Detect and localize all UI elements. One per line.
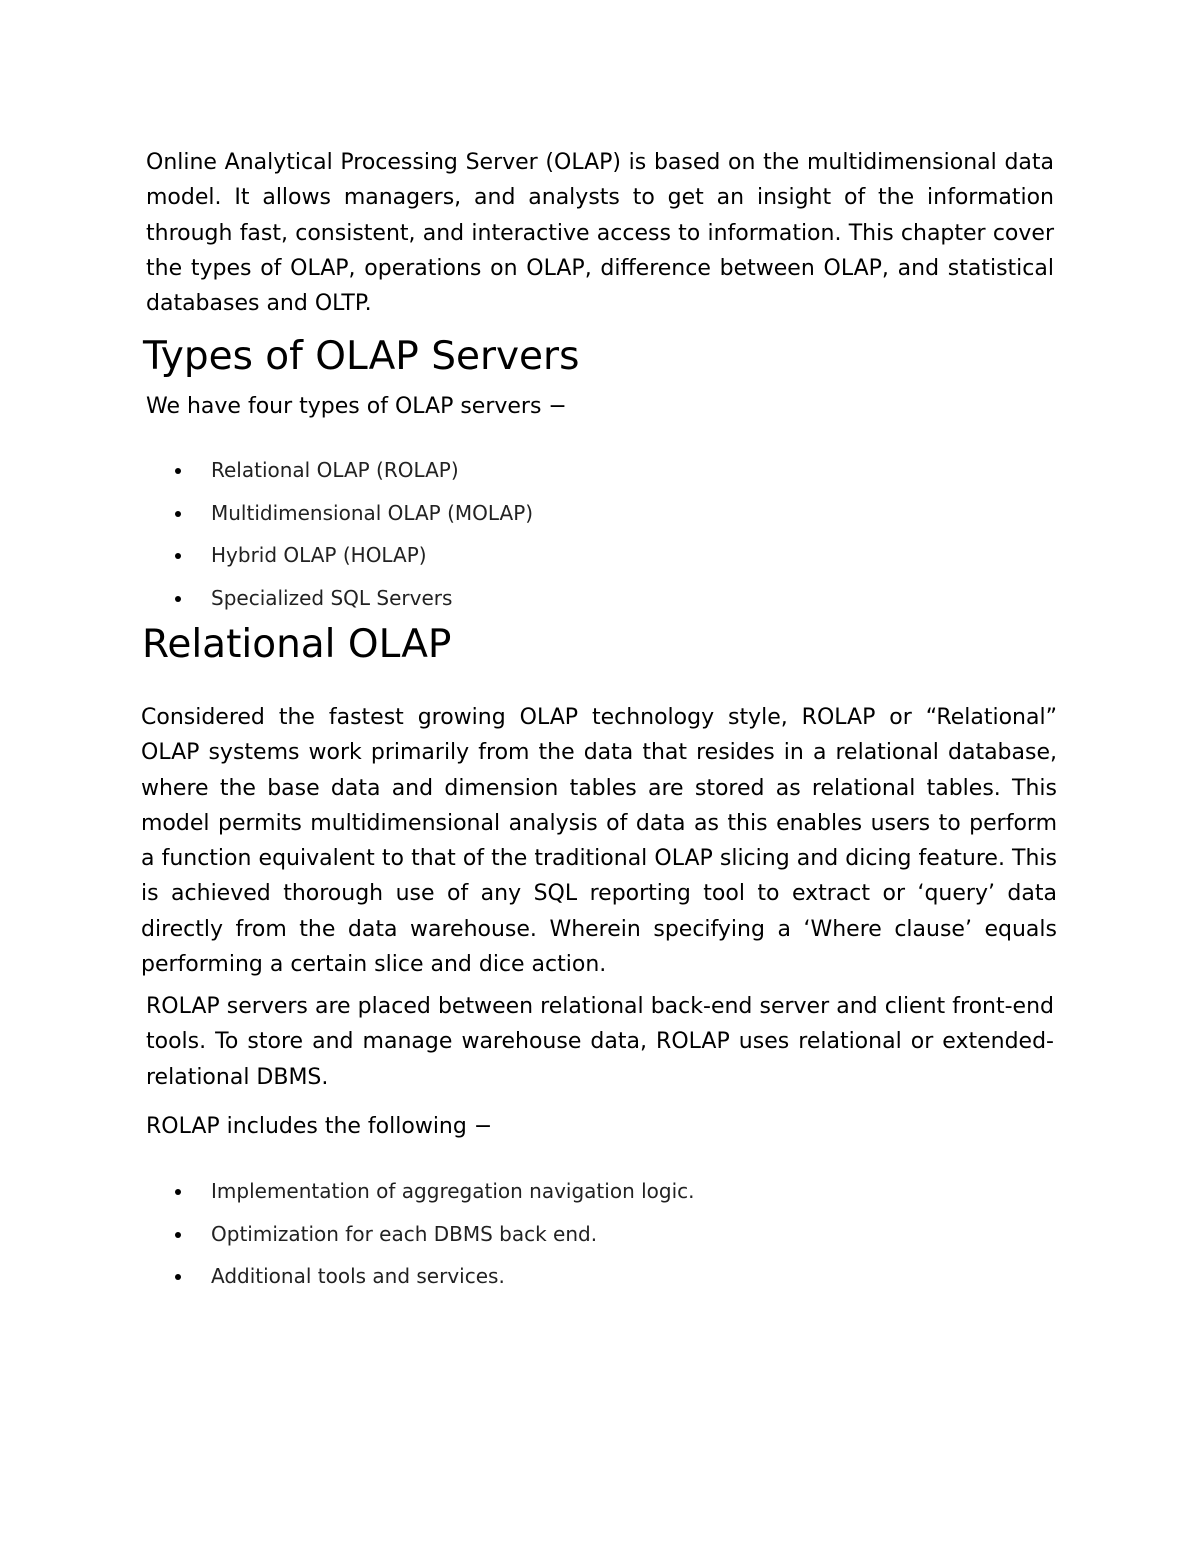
- list-item-text: Implementation of aggregation navigation logic.: [211, 1179, 695, 1203]
- bullet-icon: [175, 1189, 181, 1195]
- rolap-servers-paragraph: ROLAP servers are placed between relational back-end server and client front-end tools. To store and manage warehouse data, ROLAP uses relational or extended-relational DBMS.: [146, 994, 1054, 1090]
- list-item-text: Relational OLAP (ROLAP): [211, 458, 459, 482]
- intro-paragraph: Online Analytical Processing Server (OLAP) is based on the multidimensional data model. It allows managers, and analysts to get an insight of the information through fast, consistent, and interactive access to information. This chapter cover the types of OLAP, operations on OLAP, difference between OLAP, and statistical databases and OLTP.: [146, 150, 1054, 317]
- relational-olap-heading: Relational OLAP: [142, 622, 452, 667]
- bullet-icon: [175, 1274, 181, 1280]
- list-item-text: Multidimensional OLAP (MOLAP): [211, 500, 534, 525]
- bullet-icon: [175, 468, 181, 474]
- rolap-includes-lead-text: ROLAP includes the following −: [146, 1114, 493, 1139]
- bullet-icon: [175, 596, 181, 602]
- bullet-icon: [175, 1232, 181, 1238]
- list-item-text: Hybrid OLAP (HOLAP): [211, 543, 427, 567]
- types-of-olap-heading: Types of OLAP Servers: [143, 334, 580, 379]
- rolap-description-paragraph: Considered the fastest growing OLAP technology style, ROLAP or “Relational” OLAP systems work primarily from the data that resides in a relational database, where the base data and dimension tables are stored as relational tables. This model permits multidimensional analysis of data as this enables users to perform a function equivalent to that of the traditional OLAP slicing and dicing feature. This is achieved thorough use of any SQL reporting tool to extract or ‘query’ data directly from the data warehouse. Wherein specifying a ‘Where clause’ equals performing a certain slice and dice action.: [141, 705, 1057, 978]
- types-lead-text: We have four types of OLAP servers −: [146, 394, 567, 419]
- bullet-icon: [175, 511, 181, 517]
- list-item-text: Additional tools and services.: [211, 1264, 505, 1288]
- list-item-text: Optimization for each DBMS back end.: [211, 1221, 598, 1246]
- bullet-icon: [175, 553, 181, 559]
- list-item-text: Specialized SQL Servers: [211, 585, 453, 610]
